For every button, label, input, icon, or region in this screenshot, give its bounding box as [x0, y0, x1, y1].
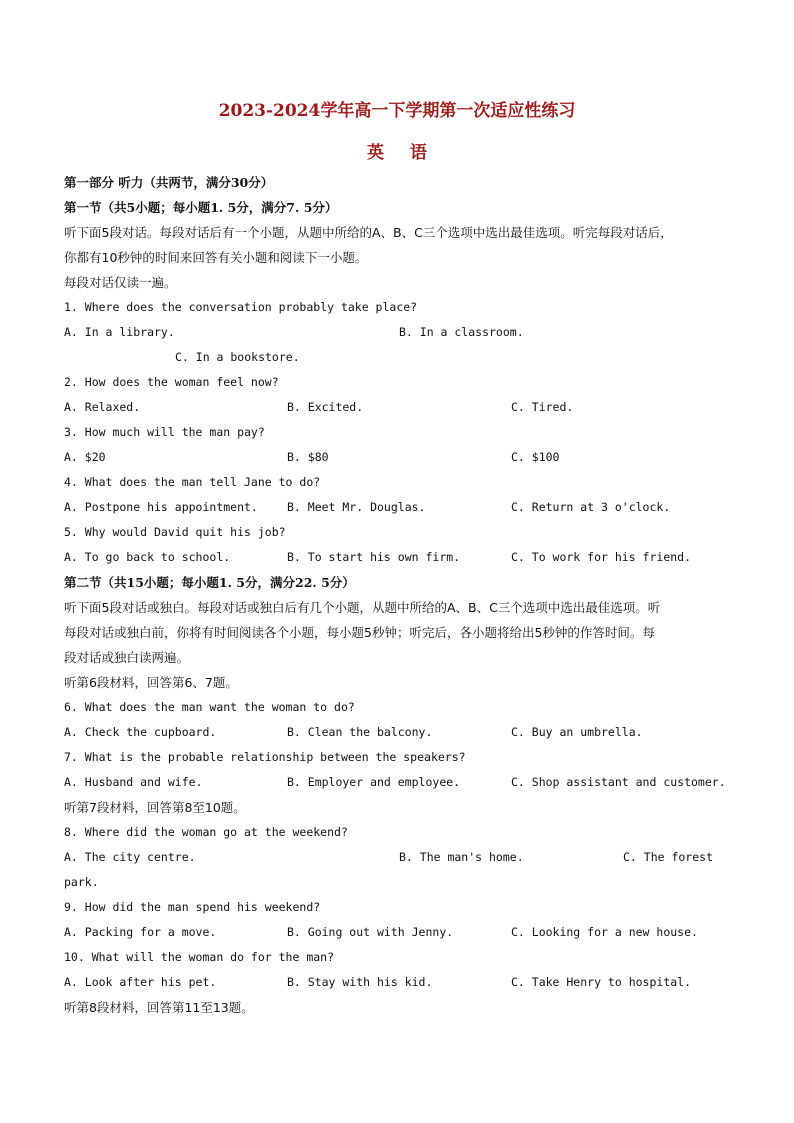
question-9-options [64, 920, 734, 945]
question-5-options [64, 545, 734, 570]
exam-title: 2023-2024学年高一下学期第一次适应性练习 [218, 101, 576, 121]
question-6-options [64, 720, 734, 745]
q5-option-c: C. To work for his friend. [511, 550, 692, 564]
q1-option-c: C. In a bookstore. [175, 350, 300, 364]
section2-instruction-1: 听下面5段对话或独白。每段对话或独白后有几个小题，从题中所给的A、B、C三个选项中选出最佳选项。听 [64, 600, 661, 615]
q9-option-b: B. Going out with Jenny. [287, 925, 454, 939]
section2-heading: 第二节（共15小题；每小题1. 5分，满分22. 5分） [64, 575, 355, 590]
q3-option-a: A. $20 [64, 450, 106, 464]
q6-option-b: B. Clean the balcony. [287, 725, 433, 739]
section1-heading: 第一节（共5小题；每小题1. 5分，满分7. 5分） [64, 200, 338, 215]
section2-instruction-2: 每段对话或独白前，你将有时间阅读各个小题，每小题5秒钟；听完后，各小题将给出5秒钟的作答时间。每 [64, 625, 655, 640]
section1-instruction-1: 听下面5段对话。每段对话后有一个小题，从题中所给的A、B、C三个选项中选出最佳选项。听完每段对话后， [64, 225, 673, 240]
material-6-note: 听第6段材料，回答第6、7题。 [64, 675, 238, 690]
q2-option-c: C. Tired. [511, 400, 574, 414]
question-10-options [64, 970, 734, 995]
question-5: 5. Why would David quit his job? [64, 525, 286, 539]
q10-option-b: B. Stay with his kid. [287, 975, 433, 989]
question-1: 1. Where does the conversation probably take place? [64, 300, 418, 314]
q1-option-a: A. In a library. [64, 325, 175, 339]
part1-heading: 第一部分 听力（共两节，满分30分） [64, 175, 274, 190]
q8-option-a: A. The city centre. [64, 850, 196, 864]
q2-option-a: A. Relaxed. [64, 400, 141, 414]
q4-option-c: C. Return at 3 o'clock. [511, 500, 671, 514]
material-7-note: 听第7段材料，回答第8至10题。 [64, 800, 246, 815]
question-7: 7. What is the probable relationship between the speakers? [64, 750, 466, 764]
q3-option-b: B. $80 [287, 450, 329, 464]
q7-option-b: B. Employer and employee. [287, 775, 461, 789]
q9-option-c: C. Looking for a new house. [511, 925, 698, 939]
question-9: 9. How did the man spend his weekend? [64, 900, 321, 914]
question-10: 10. What will the woman do for the man? [64, 950, 335, 964]
question-3-options [64, 445, 734, 470]
question-7-options [64, 770, 734, 795]
q6-option-a: A. Check the cupboard. [64, 725, 217, 739]
section1-instruction-3: 每段对话仅读一遍。 [64, 275, 177, 290]
question-4: 4. What does the man tell Jane to do? [64, 475, 321, 489]
question-1-options [64, 320, 734, 345]
q10-option-a: A. Look after his pet. [64, 975, 217, 989]
q3-option-c: C. $100 [511, 450, 560, 464]
q1-option-b: B. In a classroom. [399, 325, 524, 339]
section2-instruction-3: 段对话或独白读两遍。 [64, 650, 190, 665]
q2-option-b: B. Excited. [287, 400, 364, 414]
q5-option-b: B. To start his own firm. [287, 550, 461, 564]
q7-option-c: C. Shop assistant and customer. [511, 775, 726, 789]
question-4-options [64, 495, 734, 520]
question-3: 3. How much will the man pay? [64, 425, 265, 439]
question-1-options-cont [64, 345, 734, 370]
q8-option-c: C. The forest [623, 850, 714, 864]
q4-option-b: B. Meet Mr. Douglas. [287, 500, 426, 514]
material-8-note: 听第8段材料，回答第11至13题。 [64, 1000, 254, 1015]
question-2: 2. How does the woman feel now? [64, 375, 279, 389]
q6-option-c: C. Buy an umbrella. [511, 725, 643, 739]
q8-option-b: B. The man's home. [399, 850, 524, 864]
question-8: 8. Where did the woman go at the weekend? [64, 825, 348, 839]
exam-content [64, 170, 734, 1020]
question-6: 6. What does the man want the woman to do? [64, 700, 355, 714]
q5-option-a: A. To go back to school. [64, 550, 231, 564]
question-8-options [64, 845, 734, 870]
q7-option-a: A. Husband and wife. [64, 775, 203, 789]
exam-subject: 英语 [367, 143, 453, 163]
q10-option-c: C. Take Henry to hospital. [511, 975, 692, 989]
q9-option-a: A. Packing for a move. [64, 925, 217, 939]
q4-option-a: A. Postpone his appointment. [64, 500, 258, 514]
section1-instruction-2: 你都有10秒钟的时间来回答有关小题和阅读下一小题。 [64, 250, 368, 265]
question-8-option-c-cont: park. [64, 875, 99, 889]
question-2-options [64, 395, 734, 420]
